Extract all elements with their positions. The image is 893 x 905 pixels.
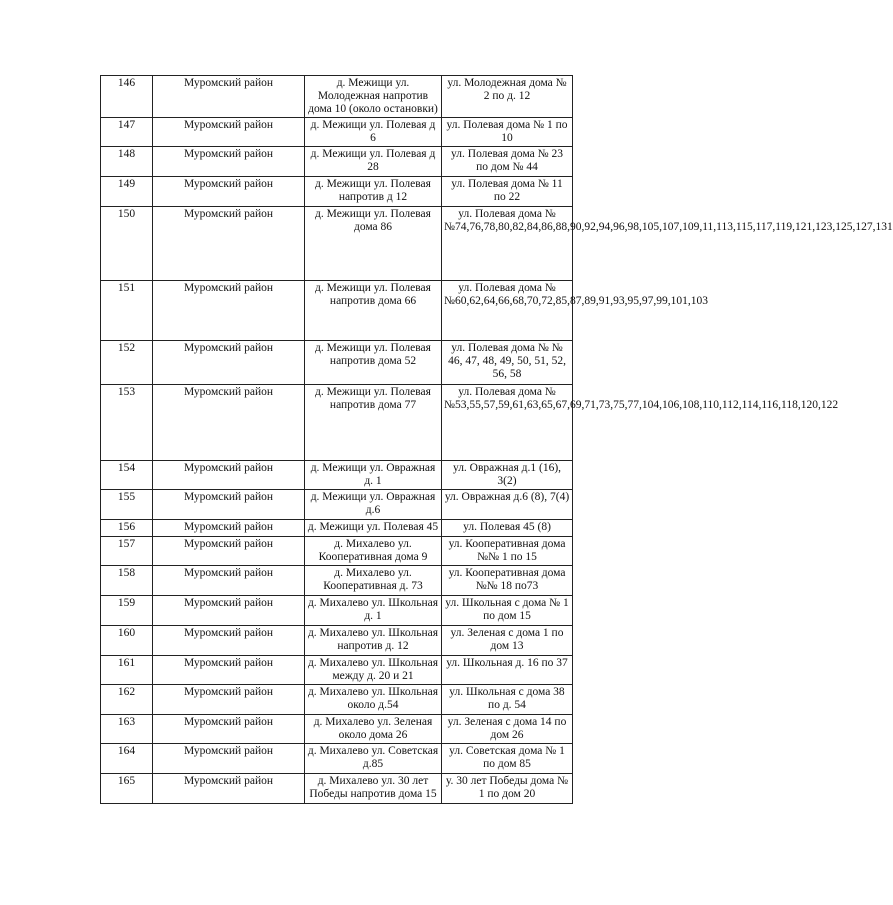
row-number: 151	[101, 281, 153, 341]
location-cell: д. Михалево ул. Школьная напротив д. 12	[305, 626, 442, 656]
houses-cell: ул. Школьная с дома № 1 по дом 15	[442, 596, 573, 626]
table-row	[101, 774, 573, 804]
district-cell: Муромский район	[153, 207, 305, 281]
table-row	[101, 685, 573, 715]
houses-cell: ул. Кооперативная дома №№ 18 по73	[442, 566, 573, 596]
row-number: 148	[101, 147, 153, 177]
table-row	[101, 715, 573, 744]
table-body	[101, 76, 893, 804]
district-cell: Муромский район	[153, 566, 305, 596]
table-row	[101, 490, 573, 520]
table-row	[101, 537, 573, 566]
houses-cell: ул. Молодежная дома № 2 по д. 12	[442, 76, 573, 118]
table-row	[101, 461, 573, 490]
table-row	[101, 626, 573, 656]
table-row	[101, 520, 573, 537]
row-number: 161	[101, 656, 153, 685]
row-number: 149	[101, 177, 153, 207]
table-row	[101, 177, 573, 207]
row-number: 146	[101, 76, 153, 118]
district-cell: Муромский район	[153, 461, 305, 490]
houses-cell: у. 30 лет Победы дома № 1 по дом 20	[442, 774, 573, 804]
district-cell: Муромский район	[153, 281, 305, 341]
table-row	[101, 207, 573, 281]
district-cell: Муромский район	[153, 744, 305, 774]
table-row	[101, 118, 573, 147]
district-cell: Муромский район	[153, 715, 305, 744]
location-cell: д. Михалево ул. Школьная д. 1	[305, 596, 442, 626]
row-number: 163	[101, 715, 153, 744]
row-number: 159	[101, 596, 153, 626]
houses-cell: ул. Полевая дома №№74,76,78,80,82,84,86,88,90,92,94,96,98,105,107,109,11,113,115,117,119,121,123,125,127,131	[442, 207, 573, 281]
location-cell: д. Михалево ул. Зеленая около дома 26	[305, 715, 442, 744]
location-cell: д. Межищи ул. Полевая напротив дома 77	[305, 385, 442, 461]
district-cell: Муромский район	[153, 656, 305, 685]
houses-cell: ул. Овражная д.6 (8), 7(4)	[442, 490, 573, 520]
location-cell: д. Межищи ул. Овражная д.6	[305, 490, 442, 520]
district-cell: Муромский район	[153, 626, 305, 656]
houses-cell: ул. Полевая дома № № 46, 47, 48, 49, 50, 51, 52, 56, 58	[442, 341, 573, 385]
houses-cell: ул. Полевая дома №№53,55,57,59,61,63,65,67,69,71,73,75,77,104,106,108,110,112,114,116,118,120,122	[442, 385, 573, 461]
houses-cell: ул. Полевая дома № 1 по 10	[442, 118, 573, 147]
row-number: 162	[101, 685, 153, 715]
row-number: 155	[101, 490, 153, 520]
location-cell: д. Михалево ул. Кооперативная дома 9	[305, 537, 442, 566]
row-number: 165	[101, 774, 153, 804]
district-cell: Муромский район	[153, 685, 305, 715]
district-cell: Муромский район	[153, 490, 305, 520]
location-cell: д. Межищи ул. Овражная д. 1	[305, 461, 442, 490]
location-cell: д. Межищи ул. Полевая напротив дома 52	[305, 341, 442, 385]
location-cell: д. Межищи ул. Полевая д 28	[305, 147, 442, 177]
location-cell: д. Межищи ул. Полевая дома 86	[305, 207, 442, 281]
houses-cell: ул. Полевая 45 (8)	[442, 520, 573, 537]
district-cell: Муромский район	[153, 76, 305, 118]
location-cell: д. Михалево ул. 30 лет Победы напротив дома 15	[305, 774, 442, 804]
table-row	[101, 76, 573, 118]
location-cell: д. Михалево ул. Школьная около д.54	[305, 685, 442, 715]
houses-cell: ул. Школьная с дома 38 по д. 54	[442, 685, 573, 715]
district-cell: Муромский район	[153, 118, 305, 147]
houses-cell: ул. Полевая дома № 11 по 22	[442, 177, 573, 207]
location-cell: д. Межищи ул. Полевая д 6	[305, 118, 442, 147]
houses-cell: ул. Советская дома № 1 по дом 85	[442, 744, 573, 774]
houses-cell: ул. Полевая дома №№60,62,64,66,68,70,72,85,87,89,91,93,95,97,99,101,103	[442, 281, 573, 341]
row-number: 150	[101, 207, 153, 281]
row-number: 160	[101, 626, 153, 656]
houses-cell: ул. Зеленая с дома 1 по дом 13	[442, 626, 573, 656]
table-row	[101, 385, 573, 461]
district-cell: Муромский район	[153, 147, 305, 177]
stops-table	[100, 75, 893, 804]
location-cell: д. Михалево ул. Школьная между д. 20 и 21	[305, 656, 442, 685]
location-cell: д. Межищи ул. Полевая 45	[305, 520, 442, 537]
table-row	[101, 596, 573, 626]
district-cell: Муромский район	[153, 341, 305, 385]
houses-cell: ул. Кооперативная дома №№ 1 по 15	[442, 537, 573, 566]
houses-cell: ул. Зеленая с дома 14 по дом 26	[442, 715, 573, 744]
houses-cell: ул. Школьная д. 16 по 37	[442, 656, 573, 685]
location-cell: д. Межищи ул. Полевая напротив д 12	[305, 177, 442, 207]
district-cell: Муромский район	[153, 596, 305, 626]
district-cell: Муромский район	[153, 537, 305, 566]
row-number: 154	[101, 461, 153, 490]
location-cell: д. Межищи ул. Молодежная напротив дома 10 (около остановки)	[305, 76, 442, 118]
row-number: 158	[101, 566, 153, 596]
district-cell: Муромский район	[153, 774, 305, 804]
district-cell: Муромский район	[153, 520, 305, 537]
houses-cell: ул. Овражная д.1 (16), 3(2)	[442, 461, 573, 490]
table-row	[101, 341, 573, 385]
row-number: 157	[101, 537, 153, 566]
row-number: 164	[101, 744, 153, 774]
location-cell: д. Михалево ул. Советская д.85	[305, 744, 442, 774]
table-row	[101, 744, 573, 774]
row-number: 152	[101, 341, 153, 385]
table-row	[101, 656, 573, 685]
row-number: 147	[101, 118, 153, 147]
location-cell: д. Михалево ул. Кооперативная д. 73	[305, 566, 442, 596]
table-row	[101, 147, 573, 177]
row-number: 153	[101, 385, 153, 461]
table-row	[101, 281, 573, 341]
district-cell: Муромский район	[153, 385, 305, 461]
table-row	[101, 566, 573, 596]
row-number: 156	[101, 520, 153, 537]
location-cell: д. Межищи ул. Полевая напротив дома 66	[305, 281, 442, 341]
district-cell: Муромский район	[153, 177, 305, 207]
houses-cell: ул. Полевая дома № 23 по дом № 44	[442, 147, 573, 177]
